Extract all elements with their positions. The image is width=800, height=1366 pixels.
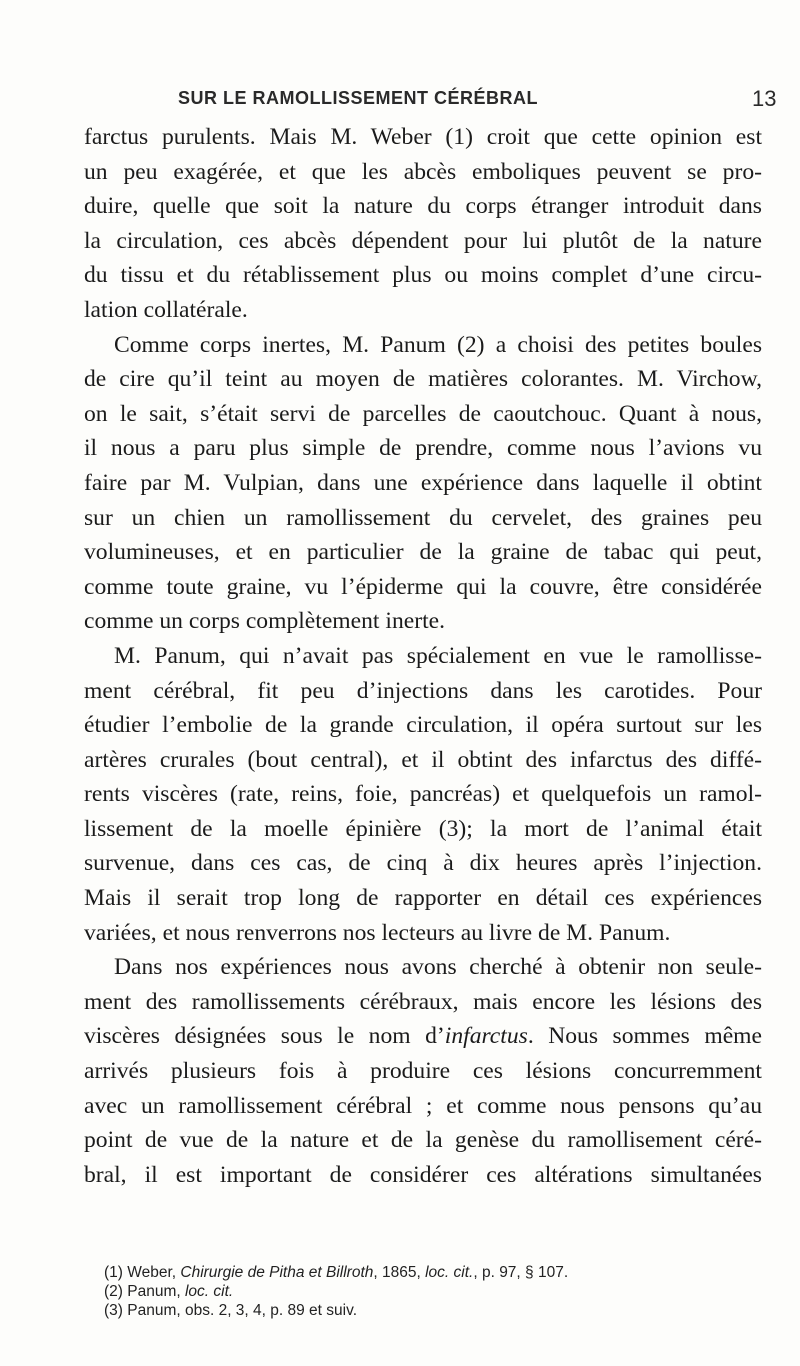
text-line: il nous a paru plus simple de prendre, comme nous l’avions vu [84,435,762,462]
footnote-1 [104,1263,744,1282]
body-text [84,120,762,1192]
text-line: de cire qu’il teint au moyen de matières colorantes. M. Virchow, [84,366,762,393]
text-line: point de vue de la nature et de la genèse du ramollisement céré- [84,1127,762,1154]
text-line: sur un chien un ramollissement du cervelet, des graines peu [84,504,762,531]
text-line: la circulation, ces abcès dépendent pour lui plutôt de la nature [84,227,762,254]
text-line: ment des ramollissements cérébraux, mais encore les lésions des [84,988,762,1015]
text-line: du tissu et du rétablissement plus ou moins complet d’une circu- [84,262,762,289]
footnote-2 [104,1282,744,1301]
text-run: . Nous sommes même [527,1023,762,1050]
fn-text: (2) Panum, [104,1283,185,1300]
text-line: on le sait, s’était servi de parcelles de caoutchouc. Quant à nous, [84,400,762,427]
text-line: farctus purulents. Mais M. Weber (1) croit que cette opinion est [84,124,762,150]
text-line: avec un ramollissement cérébral ; et comme nous pensons qu’au [84,1092,762,1119]
text-line: duire, quelle que soit la nature du corps étranger introduit dans [84,193,762,220]
fn-loc-cit: loc. cit. [425,1264,474,1281]
text-line: un peu exagérée, et que les abcès emboliques peuvent se pro- [84,158,762,185]
text-line: faire par M. Vulpian, dans une expérience dans laquelle il obtint [84,469,762,496]
text-line: arrivés plusieurs fois à produire ces lésions concurremment [84,1058,762,1085]
page-number: 13 [752,86,777,111]
fn-title: Chirurgie de Pitha et Billroth [180,1264,374,1281]
text-line: ment cérébral, fit peu d’injections dans les carotides. Pour [84,677,762,704]
running-title: SUR LE RAMOLLISSEMENT CÉRÉBRAL [178,88,539,108]
footnote-3: (3) Panum, obs. 2, 3, 4, p. 89 et suiv. [104,1302,358,1319]
text-line-mixed [84,1019,762,1054]
text-line: artères crurales (bout central), et il obtint des infarctus des diffé- [84,746,762,773]
text-line: variées, et nous renverrons nos lecteurs au livre de M. Panum. [84,919,671,946]
text-line: bral, il est important de considérer ces altérations simultanées [84,1161,762,1188]
text-line: comme toute graine, vu l’épiderme qui la couvre, être considérée [84,573,762,600]
text-line: rents viscères (rate, reins, foie, pancréas) et quelquefois un ramol- [84,781,762,808]
text-line: étudier l’embolie de la grande circulation, il opéra surtout sur les [84,712,762,739]
fn-text: , 1865, [373,1264,426,1281]
footnotes [104,1263,744,1320]
text-line: Dans nos expériences nous avons cherché à obtenir non seule- [114,954,762,981]
text-line: comme un corps complètement inerte. [84,608,445,635]
fn-text: , p. 97, § 107. [473,1264,569,1281]
text-line: M. Panum, qui n’avait pas spécialement en vue le ramollisse- [114,642,762,669]
text-line: Mais il serait trop long de rapporter en détail ces expériences [84,885,762,912]
text-line: volumineuses, et en particulier de la graine de tabac qui peut, [84,539,762,566]
fn-text: (1) Weber, [104,1264,181,1281]
text-line: Comme corps inertes, M. Panum (2) a choisi des petites boules [114,331,762,358]
fn-loc-cit: loc. cit. [184,1283,234,1300]
text-run: viscères désignées sous le nom d’ [84,1023,445,1050]
text-line: survenue, dans ces cas, de cinq à dix heures après l’injection. [84,850,762,877]
italic-term: infarctus [444,1023,528,1050]
text-line: lissement de la moelle épinière (3); la mort de l’animal était [84,815,762,842]
text-line: lation collatérale. [84,296,248,323]
